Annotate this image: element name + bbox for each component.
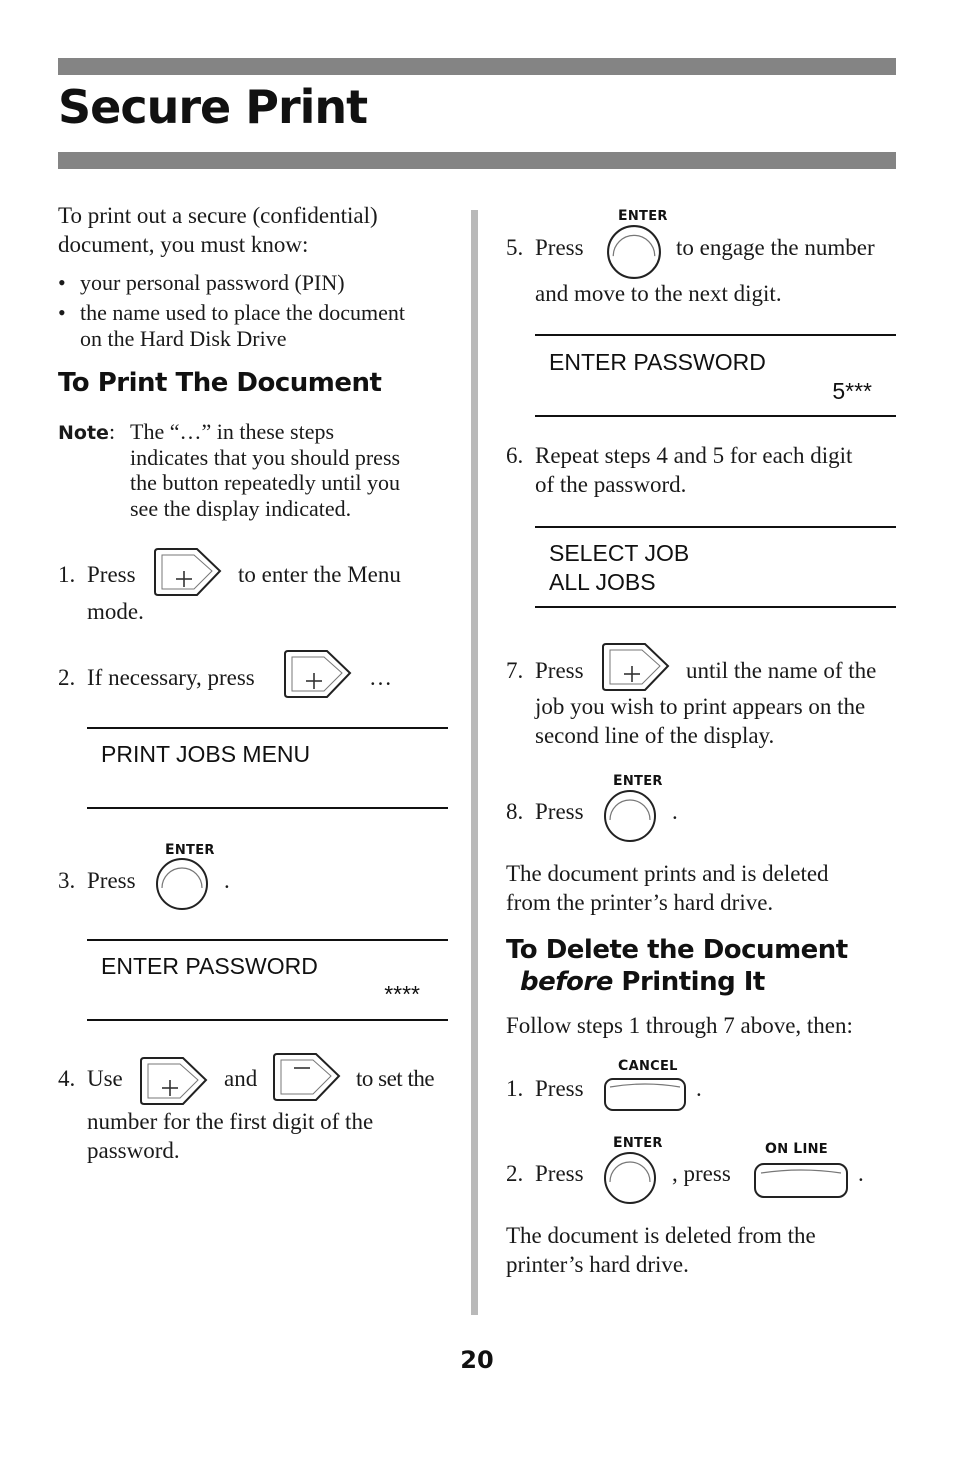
- step-text: Press: [535, 235, 584, 260]
- step-text: and: [224, 1066, 258, 1091]
- intro-line: To print out a secure (confidential): [58, 203, 378, 228]
- step-text: .: [224, 868, 230, 893]
- step-text: password.: [87, 1138, 180, 1163]
- display-panel: [535, 334, 896, 417]
- display-line-1: ENTER PASSWORD: [549, 349, 766, 375]
- online-oval-button-icon[interactable]: [753, 1162, 849, 1200]
- display-line-1: PRINT JOBS MENU: [101, 741, 311, 767]
- result-line: printer’s hard drive.: [506, 1252, 689, 1277]
- step-text: until the name of the: [686, 658, 877, 683]
- result-text: [506, 859, 829, 917]
- step-text: .: [858, 1161, 864, 1186]
- enter-button-label: ENTER: [613, 773, 663, 789]
- display-line-1: ENTER PASSWORD: [101, 953, 318, 979]
- page-number: 20: [460, 1346, 494, 1374]
- enter-round-button-icon[interactable]: [603, 789, 657, 843]
- bullet-mark: •: [58, 300, 66, 325]
- enter-button-label: ENTER: [165, 842, 215, 858]
- step-number: 3.: [58, 868, 76, 893]
- header-bar-bottom: [58, 152, 896, 169]
- step-text: second line of the display.: [535, 723, 775, 748]
- enter-button-label: ENTER: [618, 208, 668, 224]
- note-line: indicates that you should press: [130, 444, 401, 470]
- heading-rest: Printing It: [612, 967, 765, 997]
- page-title: Secure Print: [58, 80, 368, 134]
- minus-arrow-button-icon[interactable]: [272, 1051, 342, 1103]
- section-heading-print: To Print The Document: [58, 368, 382, 398]
- step-number: 2.: [58, 665, 76, 690]
- step-text: …: [369, 665, 392, 690]
- delete-result-text: [506, 1221, 816, 1279]
- step-text: number for the first digit of the: [87, 1109, 374, 1134]
- step-number: 1.: [506, 1076, 524, 1101]
- step-text: Press: [87, 562, 136, 587]
- step-text: to set the: [356, 1066, 435, 1091]
- display-line-1: SELECT JOB: [549, 540, 690, 566]
- display-line-2: ****: [384, 981, 420, 1007]
- plus-arrow-button-icon[interactable]: [283, 648, 353, 700]
- step-text: Press: [535, 658, 584, 683]
- heading-line: [520, 967, 848, 997]
- plus-arrow-button-icon[interactable]: [601, 641, 671, 693]
- step-number: 7.: [506, 658, 524, 683]
- step-text: Press: [535, 1161, 584, 1186]
- step-text: to engage the number: [676, 235, 875, 260]
- step-text: job you wish to print appears on the: [535, 694, 866, 719]
- enter-round-button-icon[interactable]: [155, 857, 209, 911]
- step-number: 8.: [506, 799, 524, 824]
- step-number: 2.: [506, 1161, 524, 1186]
- step-text: mode.: [87, 599, 144, 624]
- note-line: the button repeatedly until you: [130, 470, 401, 495]
- step-text: If necessary, press: [87, 665, 255, 690]
- result-line: from the printer’s hard drive.: [506, 890, 774, 915]
- enter-round-button-icon[interactable]: [606, 224, 662, 280]
- result-line: The document is deleted from the: [506, 1223, 816, 1248]
- step-number: 6.: [506, 443, 524, 468]
- result-line: The document prints and is deleted: [506, 861, 829, 886]
- step-text: .: [672, 799, 678, 824]
- header-bar-top: [58, 58, 896, 75]
- cancel-button-label: CANCEL: [618, 1058, 678, 1074]
- heading-italic: before: [520, 967, 613, 997]
- display-panel: [87, 939, 448, 1021]
- cancel-oval-button-icon[interactable]: [603, 1077, 687, 1113]
- online-button-label: ON LINE: [765, 1141, 828, 1157]
- step-text: Repeat steps 4 and 5 for each digit: [535, 443, 853, 468]
- intro-line: document, you must know:: [58, 232, 309, 257]
- step-text: , press: [672, 1161, 731, 1186]
- note-label: Note: [58, 422, 109, 444]
- plus-arrow-button-icon[interactable]: [139, 1055, 209, 1107]
- note-text: [130, 419, 400, 521]
- note-line: see the display indicated.: [130, 495, 352, 521]
- note-line: The “…” in these steps: [130, 419, 335, 444]
- step-text: of the password.: [535, 472, 687, 497]
- step-text: Use: [87, 1066, 123, 1091]
- step-text: Press: [535, 799, 584, 824]
- step-text: and move to the next digit.: [535, 281, 782, 306]
- delete-intro: Follow steps 1 through 7 above, then:: [506, 1013, 853, 1038]
- column-divider: [471, 210, 478, 1315]
- step-text: Press: [87, 868, 136, 893]
- display-line-2: ALL JOBS: [549, 569, 656, 595]
- bullet-text: on the Hard Disk Drive: [80, 326, 287, 351]
- bullet-text: your personal password (PIN): [80, 270, 345, 295]
- section-heading-delete: [506, 935, 848, 997]
- step-text: to enter the Menu: [238, 562, 401, 587]
- enter-button-label: ENTER: [613, 1135, 663, 1151]
- plus-arrow-button-icon[interactable]: [153, 546, 223, 598]
- note-block: [58, 419, 115, 445]
- step-number: 1.: [58, 562, 76, 587]
- heading-line: To Delete the Document: [506, 935, 848, 965]
- step-text: .: [696, 1076, 702, 1101]
- step-text: Press: [535, 1076, 584, 1101]
- enter-round-button-icon[interactable]: [603, 1151, 657, 1205]
- display-panel: [87, 727, 448, 809]
- step-number: 5.: [506, 235, 524, 260]
- intro-text: [58, 201, 378, 259]
- bullet-text: the name used to place the document: [80, 300, 405, 325]
- display-panel: [535, 526, 896, 608]
- step-number: 4.: [58, 1066, 76, 1091]
- display-line-2: 5***: [832, 378, 872, 404]
- note-colon: :: [108, 419, 116, 444]
- bullet-mark: •: [58, 270, 66, 295]
